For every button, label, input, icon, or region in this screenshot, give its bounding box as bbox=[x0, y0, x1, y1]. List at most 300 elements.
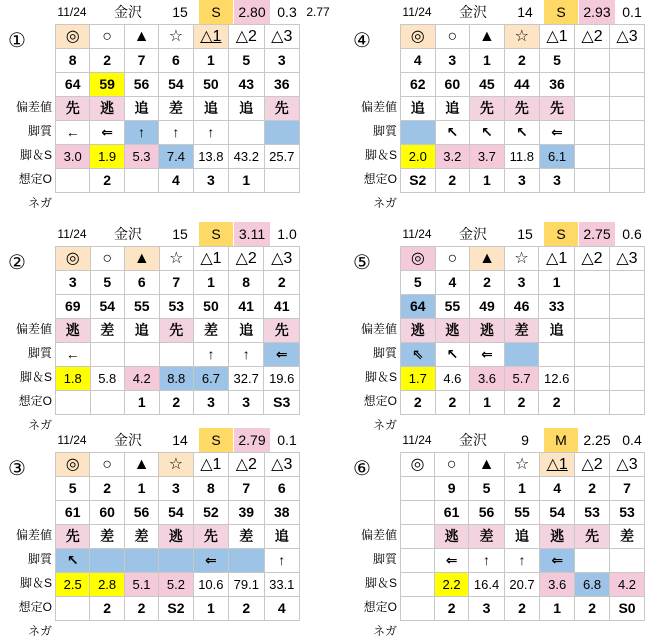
cell-deviation: 54 bbox=[159, 73, 193, 97]
race-odds-c bbox=[302, 222, 334, 246]
cell-nega: S2 bbox=[401, 169, 436, 193]
race-odds-a: 3.11 bbox=[234, 222, 270, 246]
cell-est-odds: 19.6 bbox=[264, 367, 300, 391]
cell-nega: 4 bbox=[159, 169, 193, 193]
cell-est-odds: 20.7 bbox=[504, 573, 539, 597]
cell-horse-numbers: 2 bbox=[470, 271, 505, 295]
cell-marks: ○ bbox=[435, 25, 470, 49]
row-style bbox=[401, 319, 645, 343]
cell-marks: △3 bbox=[609, 25, 644, 49]
cell-leg-s bbox=[575, 549, 610, 573]
cell-est-odds: 6.7 bbox=[194, 367, 229, 391]
row-marks bbox=[401, 247, 645, 271]
race-venue: 金沢 bbox=[459, 4, 487, 20]
cell-deviation: 54 bbox=[159, 501, 193, 525]
cell-leg-s: ⇐ bbox=[470, 343, 505, 367]
cell-deviation: 55 bbox=[125, 295, 160, 319]
race-number-mark: ④ bbox=[353, 30, 371, 52]
cell-nega bbox=[609, 169, 644, 193]
cell-style: 差 bbox=[194, 319, 229, 343]
cell-horse-numbers: 9 bbox=[434, 477, 468, 501]
race-venue: 金沢 bbox=[114, 432, 142, 448]
cell-est-odds: 5.3 bbox=[124, 145, 158, 169]
cell-est-odds: 5.1 bbox=[124, 573, 158, 597]
race-odds-a: 2.93 bbox=[579, 0, 615, 24]
cell-deviation: 41 bbox=[264, 295, 300, 319]
cell-deviation: 61 bbox=[56, 501, 90, 525]
row-leg-s bbox=[56, 343, 300, 367]
row-est-odds bbox=[56, 573, 300, 597]
cell-deviation: 53 bbox=[159, 295, 194, 319]
cell-est-odds: 13.8 bbox=[193, 145, 228, 169]
cell-leg-s: ↑ bbox=[228, 343, 264, 367]
cell-nega: 1 bbox=[470, 169, 505, 193]
cell-style: 差 bbox=[610, 525, 645, 549]
cell-horse-numbers: 4 bbox=[435, 271, 470, 295]
cell-nega: 3 bbox=[504, 169, 539, 193]
cell-est-odds: 1.7 bbox=[401, 367, 436, 391]
row-style bbox=[401, 525, 645, 549]
cell-deviation: 64 bbox=[401, 295, 436, 319]
cell-deviation: 69 bbox=[56, 295, 91, 319]
cell-style bbox=[609, 97, 644, 121]
cell-est-odds bbox=[574, 367, 609, 391]
cell-style: 逃 bbox=[159, 525, 193, 549]
cell-deviation: 56 bbox=[469, 501, 504, 525]
cell-nega bbox=[90, 391, 125, 415]
cell-style: 差 bbox=[159, 97, 193, 121]
cell-style: 逃 bbox=[90, 97, 124, 121]
race-condition: M bbox=[544, 428, 578, 452]
cell-marks: △1 bbox=[193, 25, 228, 49]
race-date: 11/24 bbox=[57, 433, 87, 447]
row-label: ネガ bbox=[372, 196, 397, 210]
cell-leg-s: ⇐ bbox=[193, 549, 228, 573]
row-nega bbox=[56, 169, 300, 193]
row-est-odds bbox=[401, 145, 645, 169]
cell-horse-numbers: 2 bbox=[90, 477, 124, 501]
cell-est-odds: 11.8 bbox=[504, 145, 539, 169]
cell-style: 先 bbox=[470, 97, 505, 121]
cell-style: 逃 bbox=[401, 319, 436, 343]
row-label: 脚質 bbox=[372, 124, 397, 138]
cell-deviation: 43 bbox=[229, 73, 264, 97]
cell-leg-s: ↖ bbox=[504, 121, 539, 145]
cell-marks: ▲ bbox=[470, 25, 505, 49]
row-nega bbox=[401, 169, 645, 193]
cell-leg-s: ⇐ bbox=[90, 121, 124, 145]
row-deviation bbox=[56, 501, 300, 525]
race-runners: 9 bbox=[521, 432, 529, 448]
cell-deviation: 54 bbox=[540, 501, 575, 525]
cell-est-odds: 3.6 bbox=[540, 573, 575, 597]
cell-marks: ☆ bbox=[159, 247, 194, 271]
row-horse-numbers bbox=[56, 477, 300, 501]
cell-horse-numbers: 3 bbox=[56, 271, 91, 295]
cell-leg-s bbox=[159, 549, 193, 573]
race-table bbox=[400, 24, 645, 193]
race-odds-b: 0.4 bbox=[622, 432, 642, 448]
cell-horse-numbers: 4 bbox=[401, 49, 436, 73]
cell-nega: 1 bbox=[470, 391, 505, 415]
cell-horse-numbers: 7 bbox=[124, 49, 158, 73]
race-date: 11/24 bbox=[402, 433, 432, 447]
cell-marks: △3 bbox=[610, 453, 645, 477]
cell-style: 先 bbox=[540, 97, 575, 121]
cell-style: 先 bbox=[56, 525, 90, 549]
cell-est-odds: 6.1 bbox=[540, 145, 575, 169]
race-odds-b: 0.1 bbox=[277, 432, 297, 448]
cell-horse-numbers: 7 bbox=[610, 477, 645, 501]
cell-horse-numbers: 5 bbox=[56, 477, 90, 501]
cell-horse-numbers: 8 bbox=[56, 49, 90, 73]
row-marks bbox=[56, 453, 300, 477]
cell-leg-s: ↖ bbox=[435, 121, 470, 145]
cell-nega bbox=[264, 169, 299, 193]
race-number-mark: ③ bbox=[8, 458, 26, 480]
cell-deviation: 56 bbox=[124, 73, 158, 97]
row-label: 脚質 bbox=[27, 124, 52, 138]
cell-est-odds: 4.2 bbox=[125, 367, 160, 391]
cell-nega bbox=[56, 597, 90, 621]
cell-horse-numbers: 6 bbox=[125, 271, 160, 295]
cell-deviation: 60 bbox=[435, 73, 470, 97]
cell-est-odds: 79.1 bbox=[229, 573, 264, 597]
cell-nega bbox=[609, 391, 644, 415]
cell-leg-s: ↑ bbox=[193, 121, 228, 145]
cell-leg-s bbox=[574, 343, 609, 367]
cell-nega: S2 bbox=[159, 597, 193, 621]
race-odds-c: 2.77 bbox=[306, 5, 330, 19]
cell-leg-s bbox=[264, 121, 299, 145]
row-leg-s bbox=[56, 549, 300, 573]
cell-marks: △3 bbox=[264, 25, 299, 49]
cell-est-odds: 16.4 bbox=[469, 573, 504, 597]
cell-horse-numbers: 5 bbox=[469, 477, 504, 501]
cell-nega: 2 bbox=[434, 597, 468, 621]
row-label: 想定O bbox=[18, 172, 52, 186]
cell-horse-numbers bbox=[609, 271, 644, 295]
cell-marks: ☆ bbox=[504, 25, 539, 49]
cell-horse-numbers: 1 bbox=[124, 477, 158, 501]
cell-deviation: 45 bbox=[470, 73, 505, 97]
cell-style: 差 bbox=[469, 525, 504, 549]
row-leg-s bbox=[401, 343, 645, 367]
cell-deviation: 46 bbox=[504, 295, 539, 319]
cell-deviation: 60 bbox=[90, 501, 124, 525]
cell-leg-s: ⇐ bbox=[264, 343, 300, 367]
cell-marks: ◎ bbox=[56, 247, 91, 271]
cell-horse-numbers: 1 bbox=[539, 271, 575, 295]
race-date: 11/24 bbox=[57, 5, 87, 19]
cell-nega bbox=[56, 391, 91, 415]
cell-marks: △3 bbox=[264, 247, 300, 271]
cell-horse-numbers: 8 bbox=[193, 477, 228, 501]
cell-nega: 2 bbox=[504, 597, 539, 621]
row-label: 脚＆S bbox=[19, 148, 52, 162]
cell-marks: △3 bbox=[609, 247, 644, 271]
cell-leg-s: ↖ bbox=[470, 121, 505, 145]
cell-nega: 1 bbox=[229, 169, 264, 193]
row-label: 想定O bbox=[18, 394, 52, 408]
cell-marks: ◎ bbox=[401, 247, 436, 271]
cell-nega: 3 bbox=[228, 391, 264, 415]
cell-style bbox=[401, 525, 435, 549]
cell-deviation: 41 bbox=[228, 295, 264, 319]
cell-est-odds: 2.5 bbox=[56, 573, 90, 597]
race-runners: 15 bbox=[172, 4, 188, 20]
cell-style: 先 bbox=[193, 525, 228, 549]
row-marks bbox=[401, 25, 645, 49]
cell-marks: ○ bbox=[435, 247, 470, 271]
cell-horse-numbers: 1 bbox=[504, 477, 539, 501]
row-label: 偏差値 bbox=[360, 528, 397, 542]
row-label: 想定O bbox=[363, 394, 397, 408]
cell-deviation: 49 bbox=[470, 295, 505, 319]
cell-nega: 3 bbox=[194, 391, 229, 415]
cell-est-odds: 8.8 bbox=[159, 367, 194, 391]
cell-leg-s: ⇐ bbox=[540, 121, 575, 145]
race-odds-b: 1.0 bbox=[277, 226, 297, 242]
cell-marks: △2 bbox=[229, 25, 264, 49]
row-label: 偏差値 bbox=[360, 100, 397, 114]
cell-est-odds: 32.7 bbox=[228, 367, 264, 391]
cell-horse-numbers: 8 bbox=[228, 271, 264, 295]
cell-nega bbox=[124, 169, 158, 193]
cell-horse-numbers: 7 bbox=[159, 271, 194, 295]
row-horse-numbers bbox=[56, 271, 300, 295]
race-venue: 金沢 bbox=[459, 432, 487, 448]
row-label: ネガ bbox=[27, 418, 52, 432]
cell-style: 追 bbox=[229, 97, 264, 121]
cell-deviation: 52 bbox=[193, 501, 228, 525]
row-label: 偏差値 bbox=[360, 322, 397, 336]
cell-leg-s bbox=[610, 549, 645, 573]
cell-leg-s bbox=[124, 549, 158, 573]
cell-deviation: 59 bbox=[90, 73, 124, 97]
row-leg-s bbox=[401, 121, 645, 145]
cell-horse-numbers: 1 bbox=[193, 49, 228, 73]
row-style bbox=[56, 525, 300, 549]
race-number-mark: ⑤ bbox=[353, 252, 371, 274]
cell-marks: ▲ bbox=[124, 25, 158, 49]
race-venue: 金沢 bbox=[114, 4, 142, 20]
cell-nega: 2 bbox=[435, 169, 470, 193]
cell-leg-s bbox=[401, 549, 435, 573]
race-date: 11/24 bbox=[402, 5, 432, 19]
cell-marks: ○ bbox=[90, 247, 125, 271]
race-table bbox=[400, 452, 645, 621]
cell-horse-numbers: 3 bbox=[159, 477, 193, 501]
race-condition: S bbox=[199, 428, 233, 452]
cell-leg-s: ↑ bbox=[194, 343, 229, 367]
row-label: ネガ bbox=[372, 418, 397, 432]
cell-style: 追 bbox=[401, 97, 436, 121]
cell-horse-numbers: 5 bbox=[90, 271, 125, 295]
cell-horse-numbers: 5 bbox=[540, 49, 575, 73]
race-venue: 金沢 bbox=[459, 226, 487, 242]
cell-style: 差 bbox=[504, 319, 539, 343]
cell-est-odds: 3.0 bbox=[56, 145, 90, 169]
row-marks bbox=[56, 247, 300, 271]
cell-deviation: 39 bbox=[229, 501, 264, 525]
cell-deviation: 55 bbox=[435, 295, 470, 319]
cell-nega: 2 bbox=[435, 391, 470, 415]
cell-deviation: 55 bbox=[504, 501, 539, 525]
cell-style: 先 bbox=[56, 97, 90, 121]
cell-nega: 1 bbox=[193, 597, 228, 621]
row-label: 脚＆S bbox=[364, 148, 397, 162]
row-style bbox=[401, 97, 645, 121]
cell-marks: ○ bbox=[90, 453, 124, 477]
race-odds-b: 0.6 bbox=[622, 226, 642, 242]
cell-nega: 3 bbox=[540, 169, 575, 193]
cell-est-odds: 3.7 bbox=[470, 145, 505, 169]
cell-deviation: 44 bbox=[504, 73, 539, 97]
cell-leg-s: ↖ bbox=[435, 343, 470, 367]
row-label: 脚質 bbox=[27, 552, 52, 566]
cell-deviation: 38 bbox=[264, 501, 299, 525]
race-odds-c bbox=[302, 428, 334, 452]
row-marks bbox=[56, 25, 300, 49]
row-est-odds bbox=[56, 367, 300, 391]
cell-leg-s bbox=[609, 343, 644, 367]
race-odds-b: 0.3 bbox=[277, 4, 297, 20]
race-date: 11/24 bbox=[57, 227, 87, 241]
cell-leg-s bbox=[575, 121, 610, 145]
cell-marks: ☆ bbox=[504, 247, 539, 271]
cell-nega: 1 bbox=[540, 597, 575, 621]
row-deviation bbox=[56, 295, 300, 319]
cell-horse-numbers: 2 bbox=[264, 271, 300, 295]
cell-nega bbox=[574, 391, 609, 415]
cell-style: 先 bbox=[159, 319, 194, 343]
race-table bbox=[55, 24, 300, 193]
cell-leg-s: ↑ bbox=[264, 549, 299, 573]
cell-horse-numbers: 2 bbox=[575, 477, 610, 501]
row-label: 脚＆S bbox=[19, 370, 52, 384]
race-odds-a: 2.75 bbox=[579, 222, 615, 246]
row-horse-numbers bbox=[401, 477, 645, 501]
cell-horse-numbers: 1 bbox=[194, 271, 229, 295]
race-odds-a: 2.79 bbox=[234, 428, 270, 452]
cell-deviation: 61 bbox=[434, 501, 468, 525]
cell-marks: ▲ bbox=[470, 247, 505, 271]
cell-leg-s bbox=[229, 121, 264, 145]
cell-nega: 2 bbox=[229, 597, 264, 621]
cell-style: 先 bbox=[264, 97, 299, 121]
cell-nega: 4 bbox=[264, 597, 299, 621]
cell-marks: △3 bbox=[264, 453, 299, 477]
row-label: ネガ bbox=[27, 624, 52, 638]
cell-leg-s bbox=[229, 549, 264, 573]
row-label: 想定O bbox=[363, 172, 397, 186]
race-table bbox=[55, 452, 300, 621]
cell-leg-s bbox=[159, 343, 194, 367]
row-label: ネガ bbox=[372, 624, 397, 638]
cell-deviation: 50 bbox=[193, 73, 228, 97]
row-label: 偏差値 bbox=[15, 322, 52, 336]
cell-nega bbox=[575, 169, 610, 193]
cell-nega: 3 bbox=[469, 597, 504, 621]
cell-marks: ◎ bbox=[401, 25, 436, 49]
cell-style: 先 bbox=[504, 97, 539, 121]
cell-est-odds: 6.8 bbox=[575, 573, 610, 597]
cell-style bbox=[609, 319, 644, 343]
cell-nega: 2 bbox=[90, 597, 124, 621]
cell-horse-numbers: 3 bbox=[435, 49, 470, 73]
row-deviation bbox=[56, 73, 300, 97]
cell-style: 先 bbox=[264, 319, 300, 343]
cell-marks: ▲ bbox=[469, 453, 504, 477]
cell-est-odds: 2.0 bbox=[401, 145, 436, 169]
cell-horse-numbers: 7 bbox=[229, 477, 264, 501]
cell-nega bbox=[401, 597, 435, 621]
cell-deviation: 64 bbox=[56, 73, 90, 97]
cell-horse-numbers: 1 bbox=[470, 49, 505, 73]
row-horse-numbers bbox=[56, 49, 300, 73]
cell-marks: △2 bbox=[229, 453, 264, 477]
cell-leg-s: ↑ bbox=[469, 549, 504, 573]
cell-horse-numbers: 3 bbox=[264, 49, 299, 73]
cell-style bbox=[575, 97, 610, 121]
cell-est-odds bbox=[609, 367, 644, 391]
cell-leg-s bbox=[90, 549, 124, 573]
cell-est-odds: 5.7 bbox=[504, 367, 539, 391]
cell-nega: 2 bbox=[159, 391, 194, 415]
cell-leg-s bbox=[609, 121, 644, 145]
cell-leg-s bbox=[125, 343, 160, 367]
cell-est-odds: 10.6 bbox=[193, 573, 228, 597]
cell-deviation bbox=[609, 295, 644, 319]
race-runners: 14 bbox=[172, 432, 188, 448]
cell-est-odds: 2.8 bbox=[90, 573, 124, 597]
row-label: 想定O bbox=[18, 600, 52, 614]
race-number-mark: ⑥ bbox=[353, 458, 371, 480]
cell-horse-numbers bbox=[609, 49, 644, 73]
race-number-mark: ① bbox=[8, 30, 26, 52]
cell-marks: ○ bbox=[90, 25, 124, 49]
race-table bbox=[55, 246, 300, 415]
race-runners: 14 bbox=[517, 4, 533, 20]
row-label: 偏差値 bbox=[15, 100, 52, 114]
cell-deviation bbox=[574, 295, 609, 319]
cell-est-odds: 43.2 bbox=[229, 145, 264, 169]
cell-marks: △1 bbox=[539, 247, 575, 271]
row-style bbox=[56, 97, 300, 121]
cell-horse-numbers: 4 bbox=[540, 477, 575, 501]
cell-marks: △2 bbox=[228, 247, 264, 271]
cell-deviation bbox=[575, 73, 610, 97]
row-leg-s bbox=[56, 121, 300, 145]
row-nega bbox=[401, 391, 645, 415]
cell-style: 追 bbox=[228, 319, 264, 343]
row-nega bbox=[56, 391, 300, 415]
cell-marks: ◎ bbox=[401, 453, 435, 477]
cell-deviation: 33 bbox=[539, 295, 575, 319]
cell-nega: 2 bbox=[90, 169, 124, 193]
cell-marks: △2 bbox=[574, 247, 609, 271]
cell-style bbox=[574, 319, 609, 343]
race-date: 11/24 bbox=[402, 227, 432, 241]
cell-marks: △2 bbox=[575, 453, 610, 477]
cell-leg-s: ← bbox=[56, 121, 90, 145]
cell-est-odds: 5.8 bbox=[90, 367, 125, 391]
cell-deviation: 56 bbox=[124, 501, 158, 525]
row-nega bbox=[401, 597, 645, 621]
cell-leg-s bbox=[401, 121, 436, 145]
race-condition: S bbox=[199, 0, 233, 24]
